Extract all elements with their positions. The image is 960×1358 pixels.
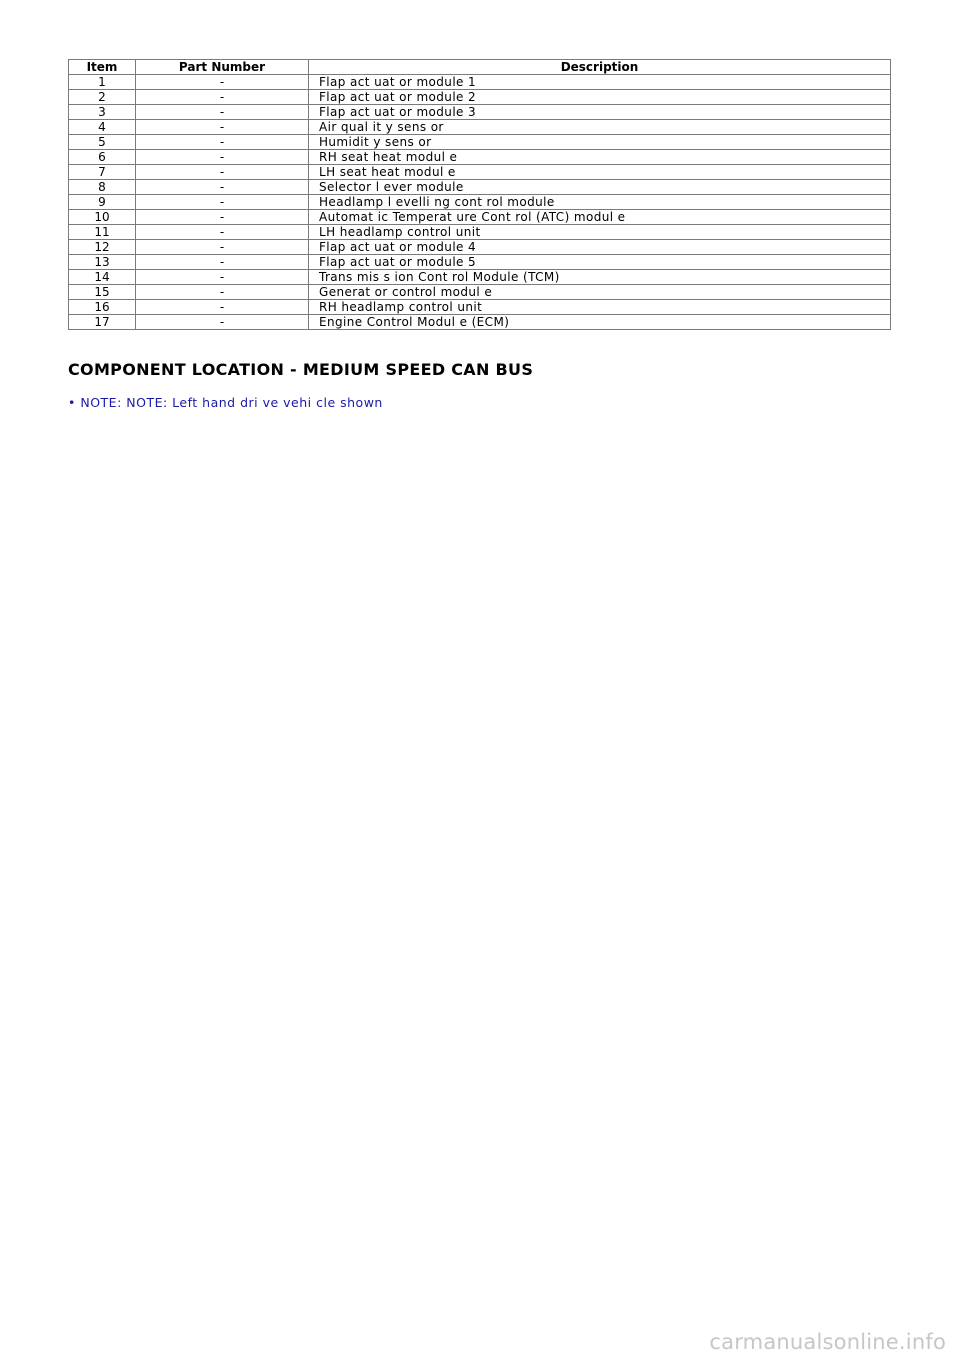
cell-item: 5	[69, 135, 136, 150]
table-body	[69, 75, 891, 330]
table-row	[69, 90, 891, 105]
table-row	[69, 255, 891, 270]
cell-description: LH headlamp control unit	[309, 225, 891, 240]
cell-item: 6	[69, 150, 136, 165]
cell-part-number: -	[136, 135, 309, 150]
table-row	[69, 180, 891, 195]
cell-description: Automat ic Temperat ure Cont rol (ATC) modul e	[309, 210, 891, 225]
cell-item: 15	[69, 285, 136, 300]
table-row	[69, 75, 891, 90]
watermark: carmanualsonline.info	[709, 1330, 946, 1354]
table-row	[69, 105, 891, 120]
cell-part-number: -	[136, 315, 309, 330]
table-row	[69, 285, 891, 300]
cell-item: 7	[69, 165, 136, 180]
cell-item: 12	[69, 240, 136, 255]
cell-description: Flap act uat or module 5	[309, 255, 891, 270]
cell-description: Selector l ever module	[309, 180, 891, 195]
cell-part-number: -	[136, 75, 309, 90]
cell-description: Flap act uat or module 1	[309, 75, 891, 90]
table-row	[69, 315, 891, 330]
cell-item: 13	[69, 255, 136, 270]
table-row	[69, 165, 891, 180]
header-item: Item	[69, 60, 136, 75]
cell-item: 2	[69, 90, 136, 105]
cell-item: 9	[69, 195, 136, 210]
table-row	[69, 120, 891, 135]
table-row	[69, 210, 891, 225]
cell-item: 11	[69, 225, 136, 240]
cell-description: Air qual it y sens or	[309, 120, 891, 135]
cell-description: RH seat heat modul e	[309, 150, 891, 165]
cell-description: Generat or control modul e	[309, 285, 891, 300]
table-row	[69, 150, 891, 165]
cell-description: Engine Control Modul e (ECM)	[309, 315, 891, 330]
table-header-row	[69, 60, 891, 75]
cell-part-number: -	[136, 90, 309, 105]
table-row	[69, 195, 891, 210]
cell-description: Flap act uat or module 4	[309, 240, 891, 255]
cell-item: 10	[69, 210, 136, 225]
cell-description: LH seat heat modul e	[309, 165, 891, 180]
cell-part-number: -	[136, 210, 309, 225]
cell-description: Flap act uat or module 2	[309, 90, 891, 105]
table-row	[69, 300, 891, 315]
note-text: • NOTE: NOTE: Left hand dri ve vehi cle shown	[68, 395, 383, 410]
cell-part-number: -	[136, 300, 309, 315]
cell-part-number: -	[136, 225, 309, 240]
cell-item: 8	[69, 180, 136, 195]
parts-table	[68, 59, 891, 330]
cell-part-number: -	[136, 270, 309, 285]
cell-description: Trans mis s ion Cont rol Module (TCM)	[309, 270, 891, 285]
cell-item: 1	[69, 75, 136, 90]
cell-item: 3	[69, 105, 136, 120]
cell-part-number: -	[136, 180, 309, 195]
cell-item: 14	[69, 270, 136, 285]
cell-part-number: -	[136, 120, 309, 135]
cell-part-number: -	[136, 195, 309, 210]
table-row	[69, 225, 891, 240]
cell-part-number: -	[136, 165, 309, 180]
table-row	[69, 240, 891, 255]
cell-description: Flap act uat or module 3	[309, 105, 891, 120]
cell-description: RH headlamp control unit	[309, 300, 891, 315]
table-row	[69, 135, 891, 150]
cell-part-number: -	[136, 240, 309, 255]
cell-item: 17	[69, 315, 136, 330]
header-description: Description	[309, 60, 891, 75]
cell-part-number: -	[136, 105, 309, 120]
cell-item: 16	[69, 300, 136, 315]
table-row	[69, 270, 891, 285]
cell-item: 4	[69, 120, 136, 135]
cell-part-number: -	[136, 255, 309, 270]
header-part-number: Part Number	[136, 60, 309, 75]
cell-description: Headlamp l evelli ng cont rol module	[309, 195, 891, 210]
cell-part-number: -	[136, 285, 309, 300]
cell-part-number: -	[136, 150, 309, 165]
cell-description: Humidit y sens or	[309, 135, 891, 150]
section-title: COMPONENT LOCATION - MEDIUM SPEED CAN BUS	[68, 360, 534, 379]
